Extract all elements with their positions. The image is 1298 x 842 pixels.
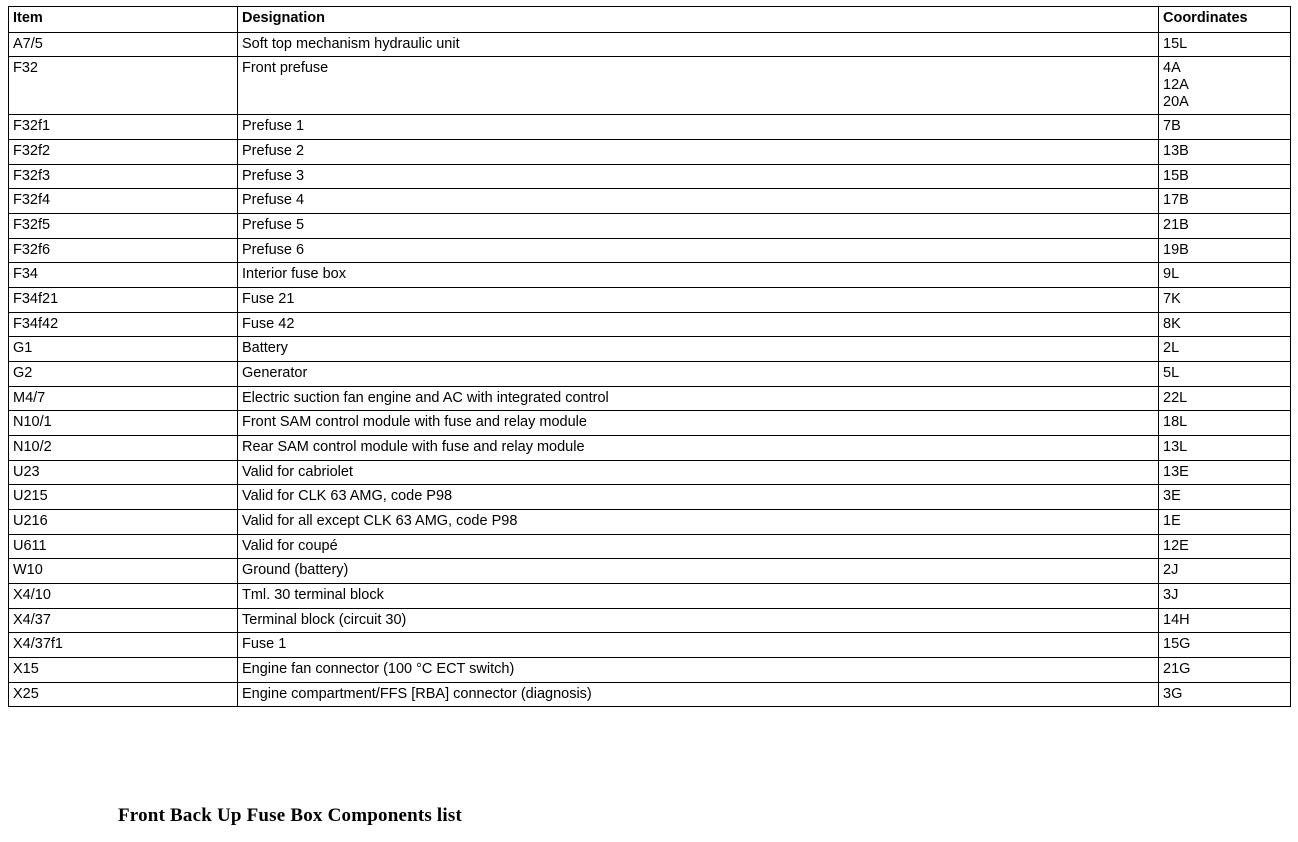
coordinate-value: 3G xyxy=(1163,685,1183,702)
cell-coordinates xyxy=(1159,164,1291,189)
cell-designation: Valid for coupé xyxy=(238,534,1159,559)
coordinate-value: 21B xyxy=(1163,217,1189,234)
cell-item: F32f1 xyxy=(9,115,238,140)
table-row xyxy=(9,411,1291,436)
cell-designation: Valid for cabriolet xyxy=(238,460,1159,485)
coordinate-value: 7B xyxy=(1163,118,1181,135)
cell-designation: Rear SAM control module with fuse and relay module xyxy=(238,436,1159,461)
coordinate-list xyxy=(1163,118,1286,135)
table-row xyxy=(9,115,1291,140)
coordinate-list xyxy=(1163,661,1286,678)
cell-coordinates xyxy=(1159,510,1291,535)
cell-item: X15 xyxy=(9,658,238,683)
cell-coordinates xyxy=(1159,337,1291,362)
coordinate-value: 15B xyxy=(1163,167,1189,184)
table-row xyxy=(9,32,1291,57)
table-row xyxy=(9,263,1291,288)
cell-designation: Generator xyxy=(238,362,1159,387)
cell-item: U23 xyxy=(9,460,238,485)
cell-coordinates xyxy=(1159,263,1291,288)
coordinate-list xyxy=(1163,60,1286,110)
cell-coordinates xyxy=(1159,584,1291,609)
cell-designation: Ground (battery) xyxy=(238,559,1159,584)
coordinate-list xyxy=(1163,587,1286,604)
table-row xyxy=(9,362,1291,387)
cell-item: F34f42 xyxy=(9,312,238,337)
cell-designation: Valid for all except CLK 63 AMG, code P98 xyxy=(238,510,1159,535)
cell-designation: Interior fuse box xyxy=(238,263,1159,288)
cell-item: U216 xyxy=(9,510,238,535)
coordinate-list xyxy=(1163,612,1286,629)
cell-item: X4/37 xyxy=(9,608,238,633)
coordinate-list xyxy=(1163,390,1286,407)
cell-designation: Soft top mechanism hydraulic unit xyxy=(238,32,1159,57)
figure-caption: Front Back Up Fuse Box Components list xyxy=(118,805,463,826)
cell-coordinates xyxy=(1159,312,1291,337)
coordinate-value: 13B xyxy=(1163,143,1189,160)
cell-item: F34 xyxy=(9,263,238,288)
table-row xyxy=(9,436,1291,461)
column-header-designation: Designation xyxy=(238,7,1159,33)
cell-coordinates xyxy=(1159,658,1291,683)
coordinate-value: 12A xyxy=(1163,77,1189,94)
cell-item: F32f3 xyxy=(9,164,238,189)
cell-item: X25 xyxy=(9,682,238,707)
cell-coordinates xyxy=(1159,32,1291,57)
cell-designation: Prefuse 5 xyxy=(238,214,1159,239)
coordinate-list xyxy=(1163,192,1286,209)
coordinate-value: 2J xyxy=(1163,562,1179,579)
table-body xyxy=(9,32,1291,707)
table-row xyxy=(9,608,1291,633)
table-row xyxy=(9,584,1291,609)
cell-coordinates xyxy=(1159,436,1291,461)
coordinate-list xyxy=(1163,414,1286,431)
cell-designation: Prefuse 4 xyxy=(238,189,1159,214)
table-row xyxy=(9,682,1291,707)
cell-designation: Front SAM control module with fuse and relay module xyxy=(238,411,1159,436)
coordinate-list xyxy=(1163,464,1286,481)
coordinate-list xyxy=(1163,538,1286,555)
table-row xyxy=(9,288,1291,313)
cell-designation: Front prefuse xyxy=(238,57,1159,115)
cell-designation: Prefuse 3 xyxy=(238,164,1159,189)
cell-item: A7/5 xyxy=(9,32,238,57)
cell-designation: Fuse 21 xyxy=(238,288,1159,313)
coordinate-list xyxy=(1163,217,1286,234)
cell-designation: Engine compartment/FFS [RBA] connector (diagnosis) xyxy=(238,682,1159,707)
cell-item: F32f2 xyxy=(9,140,238,165)
coordinate-list xyxy=(1163,291,1286,308)
coordinate-value: 9L xyxy=(1163,266,1180,283)
coordinate-value: 2L xyxy=(1163,340,1180,357)
table-row xyxy=(9,214,1291,239)
table-row xyxy=(9,485,1291,510)
coordinate-list xyxy=(1163,36,1286,53)
cell-coordinates xyxy=(1159,559,1291,584)
coordinate-value: 17B xyxy=(1163,192,1189,209)
cell-coordinates xyxy=(1159,608,1291,633)
cell-coordinates xyxy=(1159,411,1291,436)
coordinate-value: 13L xyxy=(1163,439,1188,456)
cell-item: W10 xyxy=(9,559,238,584)
coordinate-value: 22L xyxy=(1163,389,1188,406)
coordinate-value: 4A xyxy=(1163,60,1181,77)
cell-coordinates xyxy=(1159,57,1291,115)
coordinate-value: 18L xyxy=(1163,414,1188,431)
coordinate-list xyxy=(1163,242,1286,259)
components-table-container xyxy=(8,6,1290,707)
table-row xyxy=(9,57,1291,115)
cell-item: X4/10 xyxy=(9,584,238,609)
table-row xyxy=(9,337,1291,362)
table-row xyxy=(9,189,1291,214)
cell-designation: Terminal block (circuit 30) xyxy=(238,608,1159,633)
cell-designation: Prefuse 6 xyxy=(238,238,1159,263)
coordinate-value: 3J xyxy=(1163,587,1179,604)
cell-item: F34f21 xyxy=(9,288,238,313)
cell-coordinates xyxy=(1159,534,1291,559)
coordinate-list xyxy=(1163,488,1286,505)
table-row xyxy=(9,460,1291,485)
cell-item: F32 xyxy=(9,57,238,115)
components-table xyxy=(8,6,1291,707)
cell-coordinates xyxy=(1159,485,1291,510)
cell-coordinates xyxy=(1159,386,1291,411)
table-header xyxy=(9,7,1291,33)
table-row xyxy=(9,140,1291,165)
cell-item: N10/2 xyxy=(9,436,238,461)
cell-coordinates xyxy=(1159,362,1291,387)
coordinate-list xyxy=(1163,636,1286,653)
coordinate-value: 7K xyxy=(1163,291,1181,308)
cell-coordinates xyxy=(1159,140,1291,165)
coordinate-value: 8K xyxy=(1163,315,1181,332)
coordinate-list xyxy=(1163,439,1286,456)
cell-coordinates xyxy=(1159,633,1291,658)
cell-item: F32f5 xyxy=(9,214,238,239)
table-row xyxy=(9,386,1291,411)
cell-designation: Prefuse 2 xyxy=(238,140,1159,165)
cell-item: X4/37f1 xyxy=(9,633,238,658)
table-row xyxy=(9,164,1291,189)
table-row xyxy=(9,633,1291,658)
cell-designation: Battery xyxy=(238,337,1159,362)
coordinate-list xyxy=(1163,316,1286,333)
coordinate-value: 20A xyxy=(1163,93,1189,110)
cell-item: G2 xyxy=(9,362,238,387)
table-row xyxy=(9,658,1291,683)
cell-coordinates xyxy=(1159,288,1291,313)
cell-coordinates xyxy=(1159,460,1291,485)
cell-designation: Fuse 42 xyxy=(238,312,1159,337)
coordinate-list xyxy=(1163,340,1286,357)
table-row xyxy=(9,312,1291,337)
coordinate-list xyxy=(1163,513,1286,530)
coordinate-value: 1E xyxy=(1163,513,1181,530)
cell-designation: Fuse 1 xyxy=(238,633,1159,658)
cell-designation: Tml. 30 terminal block xyxy=(238,584,1159,609)
coordinate-list xyxy=(1163,562,1286,579)
table-row xyxy=(9,559,1291,584)
coordinate-list xyxy=(1163,686,1286,703)
cell-designation: Valid for CLK 63 AMG, code P98 xyxy=(238,485,1159,510)
cell-designation: Prefuse 1 xyxy=(238,115,1159,140)
coordinate-list xyxy=(1163,365,1286,382)
cell-designation: Engine fan connector (100 °C ECT switch) xyxy=(238,658,1159,683)
cell-coordinates xyxy=(1159,682,1291,707)
table-row xyxy=(9,238,1291,263)
coordinate-value: 3E xyxy=(1163,488,1181,505)
coordinate-value: 12E xyxy=(1163,537,1189,554)
coordinate-value: 13E xyxy=(1163,463,1189,480)
cell-coordinates xyxy=(1159,189,1291,214)
column-header-item: Item xyxy=(9,7,238,33)
table-row xyxy=(9,534,1291,559)
cell-item: N10/1 xyxy=(9,411,238,436)
coordinate-value: 21G xyxy=(1163,661,1191,678)
cell-item: U611 xyxy=(9,534,238,559)
coordinate-list xyxy=(1163,168,1286,185)
coordinate-list xyxy=(1163,266,1286,283)
coordinate-value: 19B xyxy=(1163,241,1189,258)
coordinate-value: 15G xyxy=(1163,636,1191,653)
coordinate-value: 15L xyxy=(1163,35,1188,52)
cell-coordinates xyxy=(1159,214,1291,239)
cell-designation: Electric suction fan engine and AC with integrated control xyxy=(238,386,1159,411)
coordinate-value: 5L xyxy=(1163,365,1180,382)
cell-item: F32f6 xyxy=(9,238,238,263)
cell-item: G1 xyxy=(9,337,238,362)
cell-item: M4/7 xyxy=(9,386,238,411)
table-row xyxy=(9,510,1291,535)
cell-item: F32f4 xyxy=(9,189,238,214)
cell-item: U215 xyxy=(9,485,238,510)
cell-coordinates xyxy=(1159,115,1291,140)
coordinate-list xyxy=(1163,143,1286,160)
table-header-row xyxy=(9,7,1291,33)
column-header-coordinates: Coordinates xyxy=(1159,7,1291,33)
coordinate-value: 14H xyxy=(1163,611,1190,628)
cell-coordinates xyxy=(1159,238,1291,263)
